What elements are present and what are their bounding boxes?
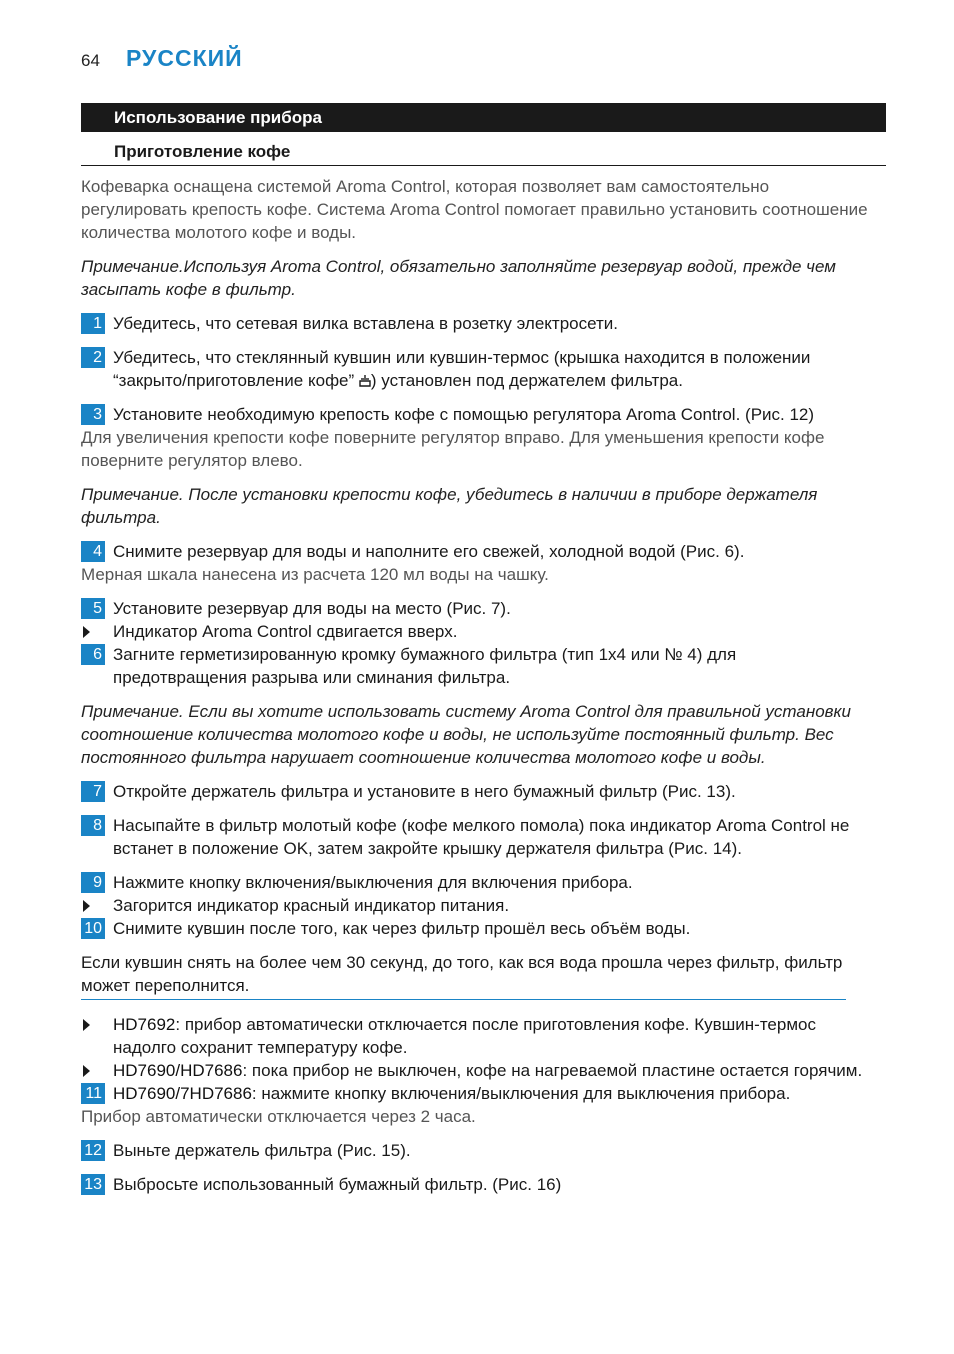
bullet-text: : прибор автоматически отключается после приготовления кофе. Кувшин-термос надолго сохранит температуру кофе. xyxy=(113,1015,816,1057)
step-text: Откройте держатель фильтра и установите в него бумажный фильтр (Рис. 13). xyxy=(113,782,736,801)
step-1 xyxy=(81,312,871,335)
step-6 xyxy=(81,643,871,689)
step-text: Снимите резервуар для воды и наполните его свежей, холодной водой (Рис. 6). xyxy=(113,542,745,561)
step-number: 5 xyxy=(81,598,105,619)
step-text-a: Убедитесь, что стеклянный кувшин или кувшин-термос (крышка находится в положении “закрыто/приготовление кофе” xyxy=(113,348,811,390)
note-3: Примечание. Если вы хотите использовать систему Aroma Control для правильной установки соотношение количества молотого кофе и воды, не используйте постоянный фильтр. Вес постоянного фильтра нарушает соотношение количества молотого кофе и воды. xyxy=(81,702,852,767)
step-9-result xyxy=(81,894,871,917)
overflow-warning: Если кувшин снять на более чем 30 секунд, до того, как вся вода прошла через фильтр, фильтр может переполнится. xyxy=(81,951,846,1000)
bullet-arrow-icon xyxy=(83,1065,90,1077)
step-4 xyxy=(81,540,871,563)
bullet-text: : пока прибор не выключен, кофе на нагреваемой пластине остается горячим. xyxy=(242,1061,863,1080)
step-3-detail: Для увеличения крепости кофе поверните регулятор вправо. Для уменьшения крепости кофе поверните регулятор влево. xyxy=(81,428,825,470)
bullet-arrow-icon xyxy=(83,1019,90,1031)
step-7 xyxy=(81,780,871,803)
bullet-hd7692 xyxy=(81,1013,871,1059)
step-2 xyxy=(81,346,871,392)
lid-closed-icon xyxy=(359,375,371,387)
step-3 xyxy=(81,403,871,426)
result-text: Загорится индикатор красный индикатор питания. xyxy=(113,896,510,915)
step-number: 9 xyxy=(81,872,105,893)
model-name: HD7690/7HD7686 xyxy=(113,1084,252,1103)
result-arrow-icon xyxy=(83,900,90,912)
step-text: Установите резервуар для воды на место (Рис. 7). xyxy=(113,599,511,618)
page-number: 64 xyxy=(81,51,100,70)
step-number: 11 xyxy=(81,1083,105,1104)
step-number: 12 xyxy=(81,1140,105,1161)
step-number: 8 xyxy=(81,815,105,836)
step-text: Нажмите кнопку включения/выключения для включения прибора. xyxy=(113,873,633,892)
step-4-detail: Мерная шкала нанесена из расчета 120 мл воды на чашку. xyxy=(81,565,549,584)
model-name: HD7690/HD7686 xyxy=(113,1061,243,1080)
language-title: РУССКИЙ xyxy=(126,45,243,71)
step-number: 6 xyxy=(81,644,105,665)
step-10 xyxy=(81,917,871,940)
step-text: Выньте держатель фильтра (Рис. 15). xyxy=(113,1141,411,1160)
result-arrow-icon xyxy=(83,626,90,638)
step-text: Загните герметизированную кромку бумажного фильтра (тип 1x4 или № 4) для предотвращения разрыва или сминания фильтра. xyxy=(113,645,737,687)
step-11-detail: Прибор автоматически отключается через 2 часа. xyxy=(81,1107,476,1126)
step-8 xyxy=(81,814,871,860)
intro-paragraph: Кофеварка оснащена системой Aroma Control, которая позволяет вам самостоятельно регулировать крепость кофе. Система Aroma Control помогает правильно установить соотношение количества молотого кофе и воды. xyxy=(81,177,868,242)
step-text: Выбросьте использованный бумажный фильтр. (Рис. 16) xyxy=(113,1175,562,1194)
step-5-result xyxy=(81,620,871,643)
step-text: Насыпайте в фильтр молотый кофе (кофе мелкого помола) пока индикатор Aroma Control не встанет в положение OK, затем закройте крышку держателя фильтра (Рис. 14). xyxy=(113,816,850,858)
model-name: HD7692 xyxy=(113,1015,176,1034)
step-number: 7 xyxy=(81,781,105,802)
subsection-title-text: Приготовление кофе xyxy=(114,142,291,161)
bullet-hd7690 xyxy=(81,1059,871,1082)
section-title-bar xyxy=(81,103,886,132)
step-text: : нажмите кнопку включения/выключения для выключения прибора. xyxy=(251,1084,791,1103)
step-13 xyxy=(81,1173,871,1196)
note-1: Примечание.Используя Aroma Control, обязательно заполняйте резервуар водой, прежде чем засыпать кофе в фильтр. xyxy=(81,257,836,299)
step-text-b: ) установлен под держателем фильтра. xyxy=(370,371,683,390)
step-number: 2 xyxy=(81,347,105,368)
step-number: 1 xyxy=(81,313,105,334)
step-text: Снимите кувшин после того, как через фильтр прошёл весь объём воды. xyxy=(113,919,691,938)
step-12 xyxy=(81,1139,871,1162)
subsection-title xyxy=(81,140,886,166)
step-11 xyxy=(81,1082,871,1105)
step-number: 4 xyxy=(81,541,105,562)
step-number: 13 xyxy=(81,1174,105,1195)
note-2: Примечание. После установки крепости кофе, убедитесь в наличии в приборе держателя фильтра. xyxy=(81,485,818,527)
document-body xyxy=(81,175,871,1196)
step-number: 10 xyxy=(81,918,105,939)
step-5 xyxy=(81,597,871,620)
result-text: Индикатор Aroma Control сдвигается вверх. xyxy=(113,622,458,641)
section-title: Использование прибора xyxy=(114,108,322,127)
step-9 xyxy=(81,871,871,894)
step-text: Установите необходимую крепость кофе с помощью регулятора Aroma Control. (Рис. 12) xyxy=(113,405,815,424)
step-number: 3 xyxy=(81,404,105,425)
step-text: Убедитесь, что сетевая вилка вставлена в розетку электросети. xyxy=(113,314,619,333)
